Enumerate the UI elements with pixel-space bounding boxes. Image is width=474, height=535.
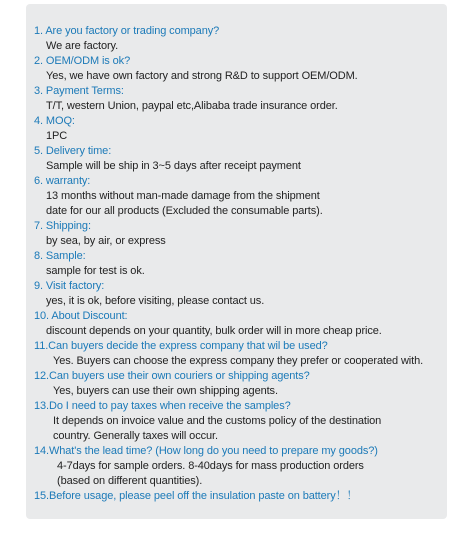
faq-question-12: 12.Can buyers use their own couriers or shipping agents? [34,370,310,382]
faq-question-7: 7. Shipping: [34,220,91,232]
faq-answer-2: Yes, we have own factory and strong R&D to support OEM/ODM. [46,70,358,82]
faq-question-15: 15.Before usage, please peel off the insulation paste on battery！！ [34,490,358,502]
faq-answer-13-line-1: It depends on invoice value and the customs policy of the destination [53,415,382,427]
faq-question-1: 1. Are you factory or trading company? [34,25,220,37]
faq-answer-9: yes, it is ok, before visiting, please contact us. [46,295,265,307]
faq-answer-11: Yes. Buyers can choose the express company they prefer or cooperated with. [53,355,424,367]
faq-answer-10: discount depends on your quantity, bulk order will in more cheap price. [46,325,382,337]
faq-card [26,4,447,519]
faq-answer-14-line-2: (based on different quantities). [57,475,203,487]
faq-answer-1: We are factory. [46,40,119,52]
faq-question-2: 2. OEM/ODM is ok? [34,55,131,67]
faq-question-3: 3. Payment Terms: [34,85,124,97]
faq-question-13: 13.Do I need to pay taxes when receive the samples? [34,400,291,412]
faq-answer-6-line-1: 13 months without man-made damage from the shipment [46,190,320,202]
faq-list [26,24,447,504]
faq-question-14: 14.What's the lead time? (How long do you need to prepare my goods?) [34,445,378,457]
faq-answer-7: by sea, by air, or express [46,235,166,247]
faq-answer-12: Yes, buyers can use their own shipping agents. [53,385,278,397]
faq-question-9: 9. Visit factory: [34,280,105,292]
faq-answer-13-line-2: country. Generally taxes will occur. [53,430,218,442]
faq-answer-6-line-2: date for our all products (Excluded the consumable parts). [46,205,323,217]
faq-question-11: 11.Can buyers decide the express company that wil be used? [34,340,328,352]
faq-answer-3: T/T, western Union, paypal etc,Alibaba trade insurance order. [46,100,338,112]
faq-question-6: 6. warranty: [34,175,91,187]
faq-answer-14-line-1: 4-7days for sample orders. 8-40days for mass production orders [57,460,364,472]
faq-question-8: 8. Sample: [34,250,86,262]
faq-answer-4: 1PC [46,130,68,142]
faq-question-4: 4. MOQ: [34,115,75,127]
faq-answer-5: Sample will be ship in 3~5 days after receipt payment [46,160,301,172]
faq-question-10: 10. About Discount: [34,310,128,322]
faq-question-5: 5. Delivery time: [34,145,112,157]
faq-answer-8: sample for test is ok. [46,265,145,277]
